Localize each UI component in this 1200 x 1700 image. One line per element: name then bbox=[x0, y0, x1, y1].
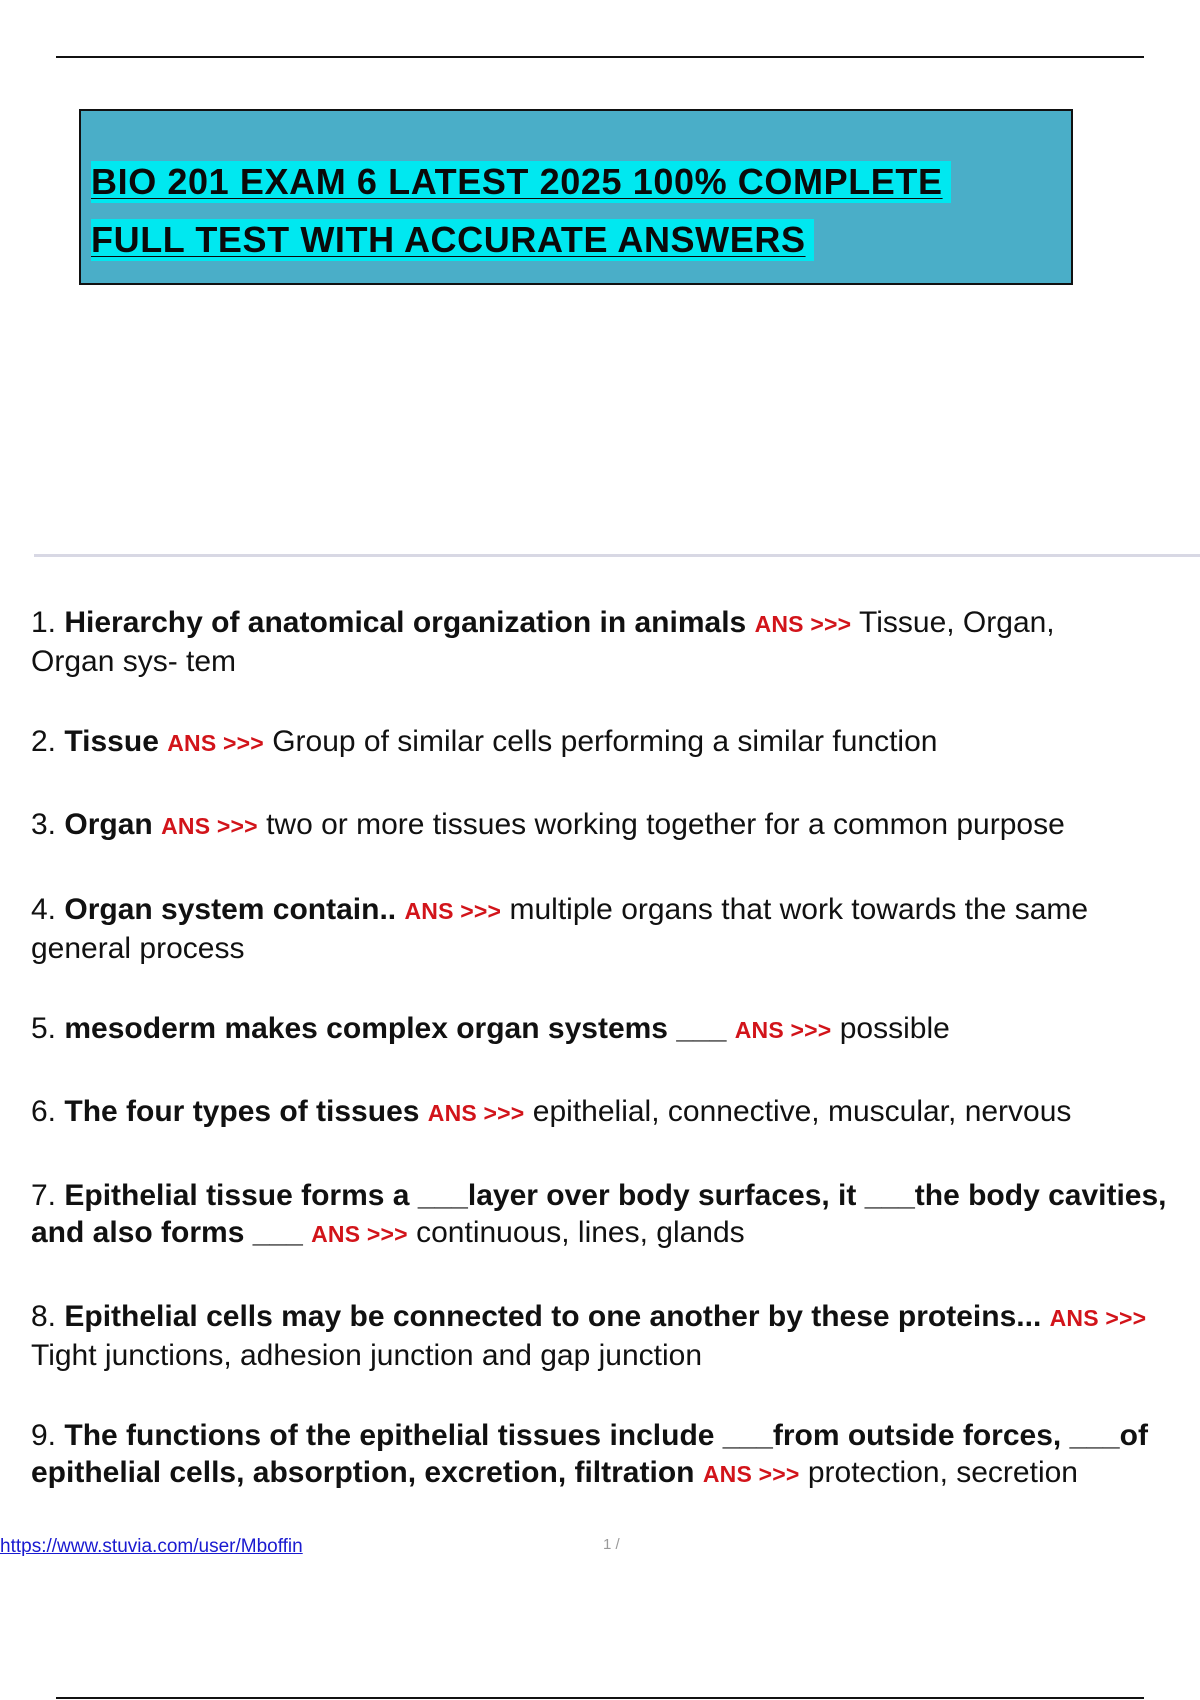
answer-marker: ANS >>> bbox=[161, 813, 258, 839]
answer-text: multiple organs that work towards the same bbox=[509, 893, 1089, 926]
question-number: 6. bbox=[31, 1095, 57, 1128]
question-text: Hierarchy of anatomical organization in animals bbox=[64, 606, 747, 639]
question-text: epithelial cells, absorption, excretion, filtration bbox=[31, 1456, 695, 1489]
question-number: 1. bbox=[31, 606, 57, 639]
answer-text: two or more tissues working together for a common purpose bbox=[266, 808, 1065, 841]
answer-marker: ANS >>> bbox=[427, 1100, 525, 1126]
question-text: and also forms ___ bbox=[31, 1216, 303, 1249]
answer-text: protection, secretion bbox=[807, 1456, 1078, 1489]
top-rule bbox=[56, 56, 1144, 58]
answer-text: Tissue, Organ, bbox=[859, 606, 1055, 639]
answer-text: Group of similar cells performing a similar function bbox=[272, 725, 938, 758]
page-number: 1 / bbox=[603, 1536, 620, 1553]
section-divider bbox=[34, 554, 1200, 557]
question-item-4 bbox=[31, 891, 1088, 967]
answer-marker: ANS >>> bbox=[1049, 1305, 1147, 1331]
question-number: 7. bbox=[31, 1179, 57, 1212]
question-number: 5. bbox=[31, 1012, 57, 1045]
question-number: 8. bbox=[31, 1300, 57, 1333]
title-line-1: BIO 201 EXAM 6 LATEST 2025 100% COMPLETE bbox=[91, 161, 951, 203]
question-item-5 bbox=[31, 1010, 950, 1049]
question-text: mesoderm makes complex organ systems ___ bbox=[64, 1012, 727, 1045]
title-line-2: FULL TEST WITH ACCURATE ANSWERS bbox=[91, 219, 814, 261]
answer-text: Organ sys- tem bbox=[31, 645, 237, 678]
question-text: Epithelial cells may be connected to one another by these proteins... bbox=[64, 1300, 1042, 1333]
answer-text: Tight junctions, adhesion junction and gap junction bbox=[31, 1339, 703, 1372]
question-text: The functions of the epithelial tissues include ___from outside forces, ___of bbox=[64, 1419, 1148, 1452]
bottom-rule bbox=[56, 1697, 1144, 1699]
answer-text: continuous, lines, glands bbox=[416, 1216, 745, 1249]
question-item-8 bbox=[31, 1298, 1146, 1374]
question-item-9 bbox=[31, 1417, 1148, 1493]
question-text: Organ system contain.. bbox=[64, 893, 397, 926]
answer-text: possible bbox=[839, 1012, 950, 1045]
footer-source-link[interactable]: https://www.stuvia.com/user/Mboffin bbox=[0, 1536, 303, 1557]
answer-marker: ANS >>> bbox=[404, 898, 502, 924]
answer-marker: ANS >>> bbox=[754, 611, 852, 637]
question-text: The four types of tissues bbox=[64, 1095, 420, 1128]
answer-text: epithelial, connective, muscular, nervous bbox=[532, 1095, 1072, 1128]
question-text: Epithelial tissue forms a ___layer over body surfaces, it ___the body cavities, bbox=[64, 1179, 1167, 1212]
question-item-7 bbox=[31, 1177, 1167, 1253]
question-text: Tissue bbox=[64, 725, 159, 758]
answer-marker: ANS >>> bbox=[702, 1461, 800, 1487]
answer-marker: ANS >>> bbox=[167, 730, 264, 756]
question-text: Organ bbox=[64, 808, 153, 841]
question-item-3 bbox=[31, 806, 1065, 845]
answer-marker: ANS >>> bbox=[311, 1221, 408, 1247]
question-item-1 bbox=[31, 604, 1055, 680]
question-number: 3. bbox=[31, 808, 57, 841]
question-number: 9. bbox=[31, 1419, 57, 1452]
answer-text: general process bbox=[31, 932, 245, 965]
question-number: 2. bbox=[31, 725, 57, 758]
question-item-6 bbox=[31, 1093, 1071, 1132]
question-item-2 bbox=[31, 723, 937, 762]
title-banner bbox=[79, 109, 1073, 285]
question-number: 4. bbox=[31, 893, 57, 926]
answer-marker: ANS >>> bbox=[734, 1017, 832, 1043]
